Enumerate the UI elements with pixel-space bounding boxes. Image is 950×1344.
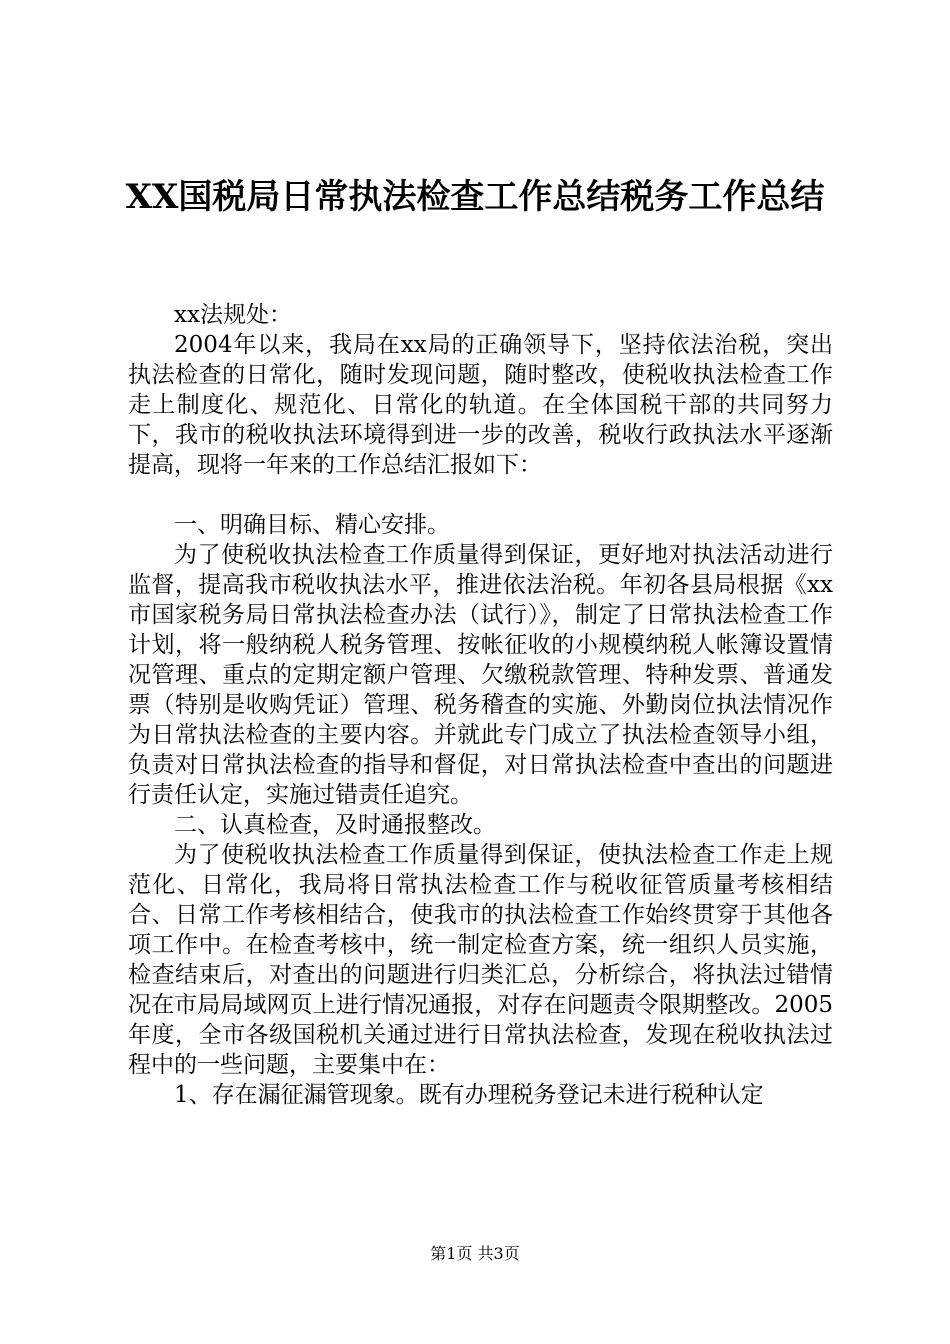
page-number-footer: 第1页 共3页 — [430, 1244, 520, 1263]
section-heading-1: 一、明确目标、精心安排。 — [174, 512, 450, 538]
paragraph-section-1: 为了使税收执法检查工作质量得到保证，更好地对执法活动进行监督，提高我市税收执法水平，推进依法治税。年初各县局根据《xx市国家税务局日常执法检查办法（试行）》，制定了日常执法检查工作计划，将一般纳税人税务管理、按帐征收的小规模纳税人帐簿设置情况管理、重点的定期定额户管理、欠缴税款管理、特种发票、普通发票（特别是收购凭证）管理、税务稽查的实施、外勤岗位执法情况作为日常执法检查的主要内容。并就此专门成立了执法检查领导小组，负责对日常执法检查的指导和督促，对日常执法检查中查出的问题进行责任认定，实施过错责任追究。 — [128, 542, 833, 808]
list-item-1: 1、存在漏征漏管现象。既有办理税务登记未进行税种认定 — [174, 1082, 764, 1108]
document-title: XX国税局日常执法检查工作总结税务工作总结 — [125, 177, 825, 217]
section-heading-2: 二、认真检查，及时通报整改。 — [174, 812, 496, 838]
salutation: xx法规处： — [174, 302, 292, 328]
paragraph-section-2: 为了使税收执法检查工作质量得到保证，使执法检查工作走上规范化、日常化，我局将日常执法检查工作与税收征管质量考核相结合、日常工作考核相结合，使我市的执法检查工作始终贯穿于其他各项工作中。在检查考核中，统一制定检查方案，统一组织人员实施，检查结束后，对查出的问题进行归类汇总，分析综合，将执法过错情况在市局局域网页上进行情况通报，对存在问题责令限期整改。2005年度，全市各级国税机关通过进行日常执法检查，发现在税收执法过程中的一些问题，主要集中在： — [128, 842, 833, 1078]
document-body — [128, 300, 833, 1110]
paragraph-intro: 2004年以来，我局在xx局的正确领导下，坚持依法治税，突出执法检查的日常化，随时发现问题，随时整改，使税收执法检查工作走上制度化、规范化、日常化的轨道。在全体国税干部的共同努力下，我市的税收执法环境得到进一步的改善，税收行政执法水平逐渐提高，现将一年来的工作总结汇报如下： — [128, 332, 833, 478]
